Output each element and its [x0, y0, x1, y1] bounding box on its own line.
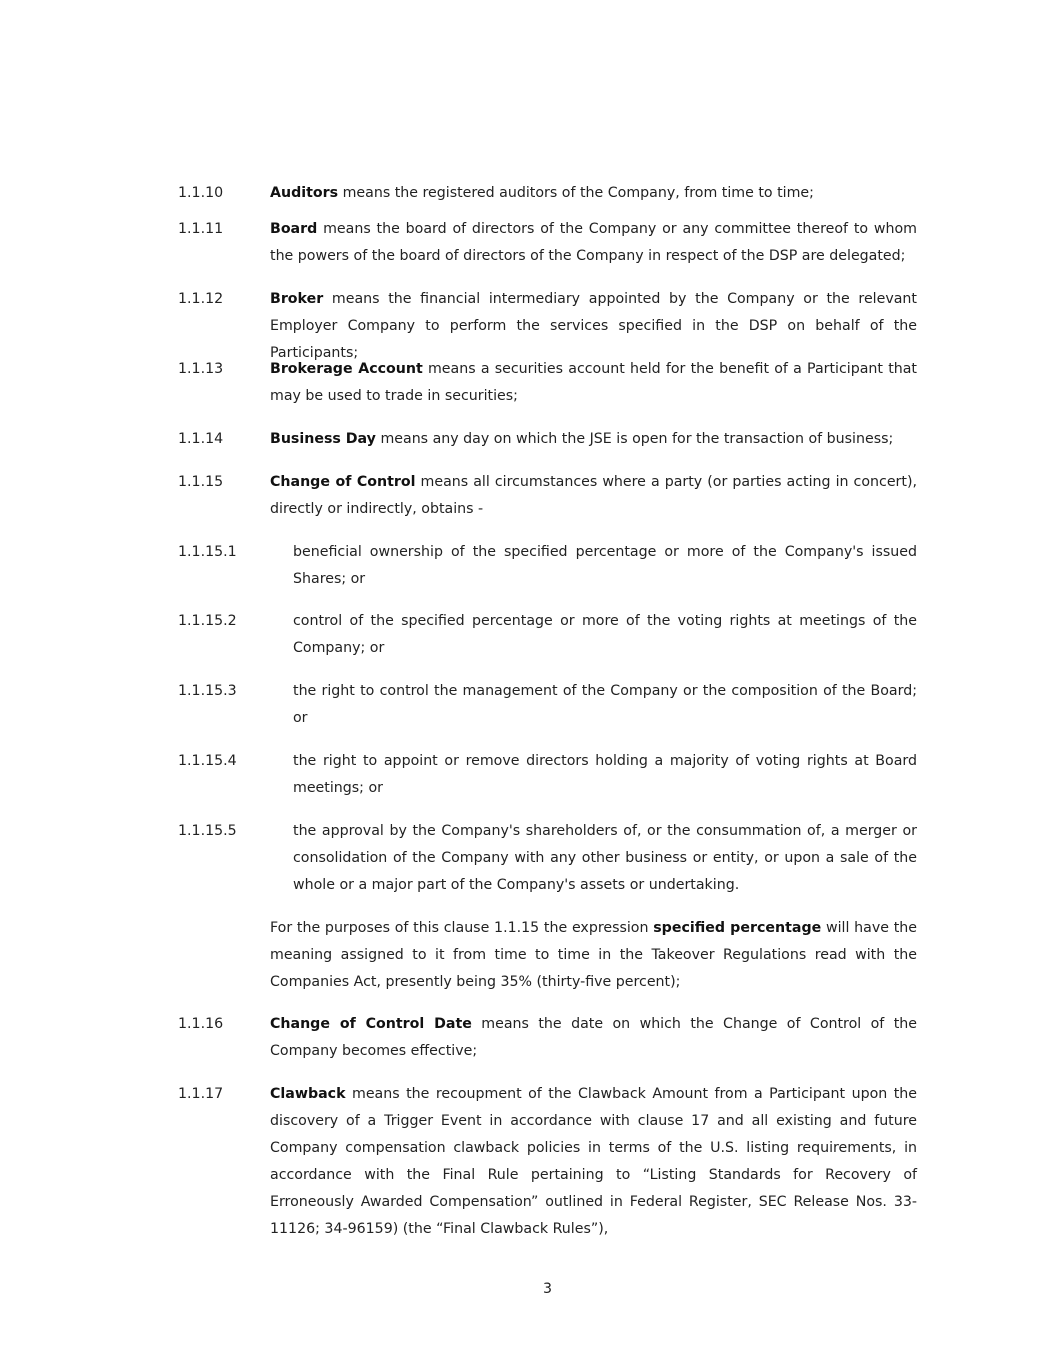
clause-body [270, 180, 917, 207]
clause-body [270, 426, 917, 453]
defined-term: Brokerage Account [270, 361, 423, 377]
subclause-text: the right to control the management of the Company or the composition of the Board; or [293, 683, 917, 726]
clause-body [270, 286, 917, 367]
subclause-text: beneficial ownership of the specified percentage or more of the Company's issued Shares; or [293, 544, 917, 587]
clause-text: means the date on which the Change of Control of the Company becomes effective; [270, 1016, 918, 1059]
clause-text: means the financial intermediary appointed by the Company or the relevant Employer Company to perform the services specified in the DSP on behalf of the Participants; [270, 291, 917, 361]
clause-body [270, 356, 917, 410]
clause-text: means all circumstances where a party (or parties acting in concert), directly or indirectly, obtains - [270, 474, 917, 517]
clause-body [270, 1081, 917, 1243]
defined-term: Board [270, 221, 318, 237]
clause-number: 1.1.11 [178, 221, 224, 237]
defined-term: Clawback [270, 1086, 346, 1102]
clause-number: 1.1.16 [178, 1016, 224, 1032]
clause-number: 1.1.10 [178, 185, 224, 201]
clause-body [270, 469, 917, 523]
subclause-number: 1.1.15.1 [178, 544, 237, 560]
clause-number: 1.1.17 [178, 1086, 224, 1102]
defined-term: Broker [270, 291, 324, 307]
clause-number: 1.1.12 [178, 291, 224, 307]
subclause-text: the right to appoint or remove directors holding a majority of voting rights at Board meetings; or [293, 753, 917, 796]
defined-term: specified percentage [653, 920, 822, 936]
defined-term: Change of Control [270, 474, 416, 490]
clause-number: 1.1.13 [178, 361, 224, 377]
note-text-before: For the purposes of this clause 1.1.15 the expression [270, 920, 654, 936]
subclause-text: the approval by the Company's shareholders of, or the consummation of, a merger or consolidation of the Company with any other business or entity, or upon a sale of the whole or a major part of the Company's assets or undertaking. [293, 823, 917, 893]
note-body [270, 915, 917, 996]
defined-term: Business Day [270, 431, 376, 447]
subclause-number: 1.1.15.3 [178, 683, 237, 699]
clause-text: means the board of directors of the Company or any committee thereof to whom the powers of the board of directors of the Company in respect of the DSP are delegated; [270, 221, 917, 264]
clause-text: means any day on which the JSE is open for the transaction of business; [375, 431, 894, 447]
page-number: 3 [542, 1281, 553, 1297]
clause-text: means the registered auditors of the Company, from time to time; [338, 185, 814, 201]
defined-term: Change of Control Date [270, 1016, 472, 1032]
clause-body [270, 1011, 917, 1065]
subclause-number: 1.1.15.4 [178, 753, 237, 769]
note-text-after: will have the meaning assigned to it from time to time in the Takeover Regulations read with the Companies Act, presently being 35% (thirty-five percent); [270, 920, 917, 990]
clause-text: means a securities account held for the benefit of a Participant that may be used to trade in securities; [270, 361, 917, 404]
subclause-number: 1.1.15.5 [178, 823, 237, 839]
clause-number: 1.1.15 [178, 474, 224, 490]
subclause-number: 1.1.15.2 [178, 613, 237, 629]
clause-number: 1.1.14 [178, 431, 224, 447]
clause-text: means the recoupment of the Clawback Amount from a Participant upon the discovery of a Trigger Event in accordance with clause 17 and all existing and future Company compensation clawback policies in terms of the U.S. listing requirements, in accordance with the Final Rule pertaining to “Listing Standards for Recovery of Erroneously Awarded Compensation” outlined in Federal Register, SEC Release Nos. 33-11126; 34-96159) (the “Final Clawback Rules”), [270, 1086, 917, 1237]
subclause-text: control of the specified percentage or more of the voting rights at meetings of the Company; or [293, 613, 917, 656]
defined-term: Auditors [270, 185, 339, 201]
clause-body [270, 216, 917, 270]
